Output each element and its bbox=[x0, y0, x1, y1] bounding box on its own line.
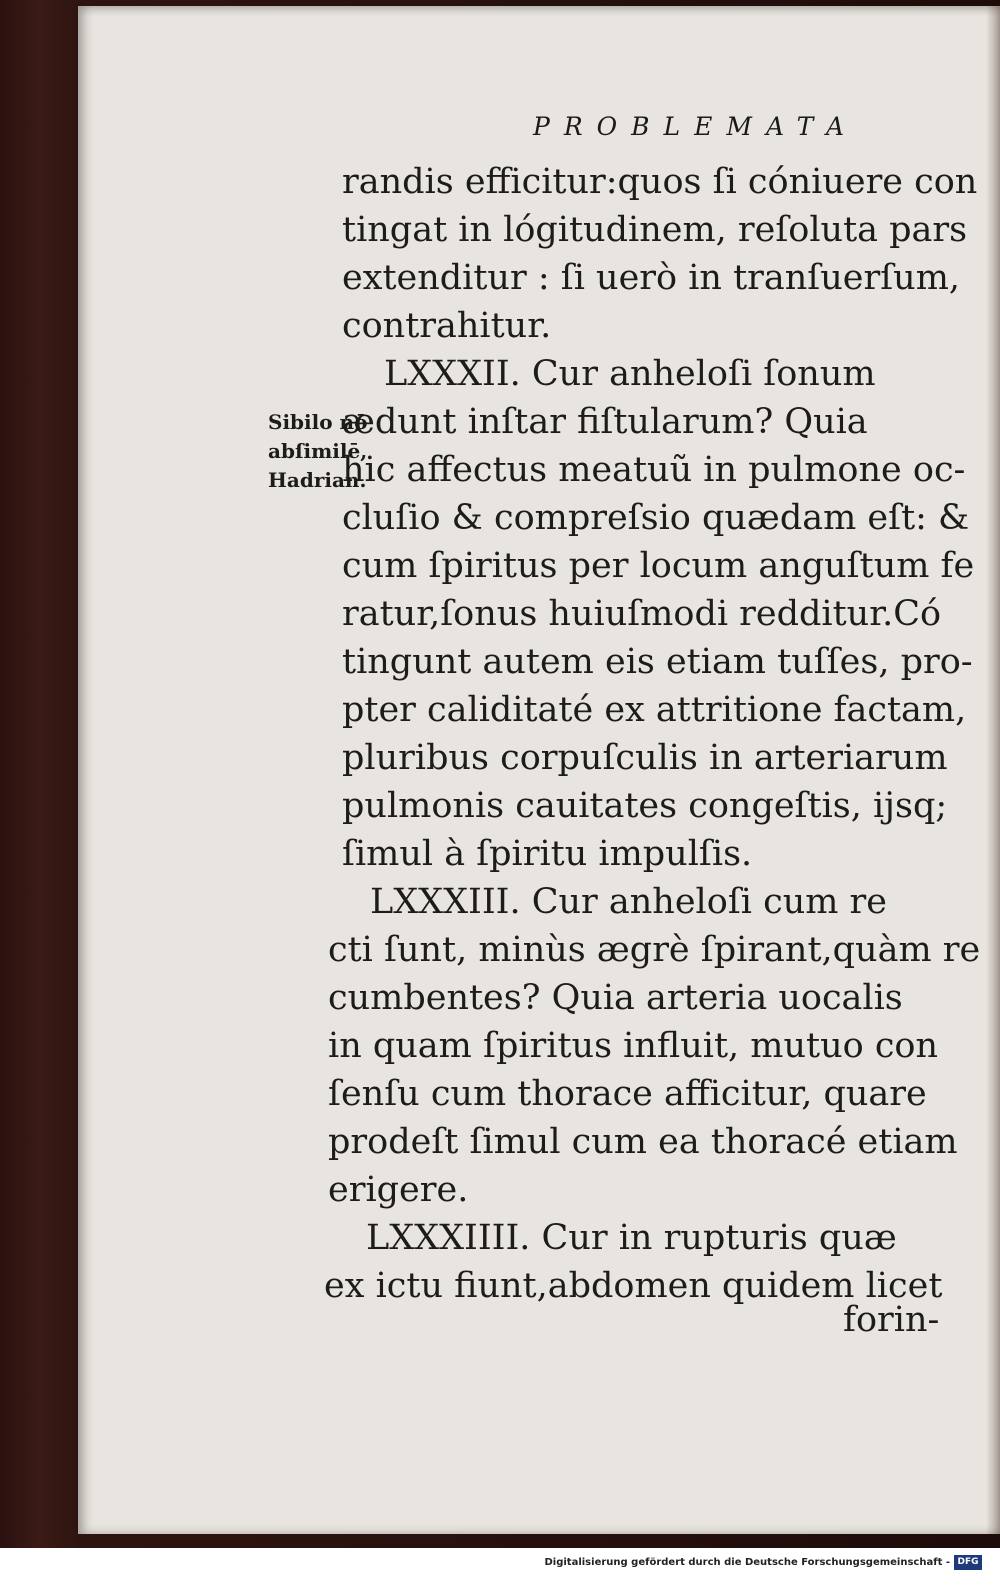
text-line: pluribus corpuſculis in arteriarum bbox=[342, 738, 948, 778]
marginal-note-line: Sibilo nō bbox=[268, 410, 368, 434]
text-line: tingunt autem eis etiam tuſſes, pro- bbox=[342, 642, 973, 682]
book-page bbox=[78, 6, 1000, 1534]
running-head: PROBLEMATA bbox=[533, 112, 859, 141]
text-line: pulmonis cauitates congeſtis, ijsq; bbox=[342, 786, 948, 826]
text-line: randis efficitur:quos ſi cóniuere con bbox=[342, 162, 978, 202]
text-line: cum ſpiritus per locum anguſtum fe bbox=[342, 546, 975, 586]
text-line: pter caliditaté ex attritione factam, bbox=[342, 690, 967, 730]
text-line: LXXXIII. Cur anheloſi cum re bbox=[370, 882, 888, 922]
text-line: ex ictu fiunt,abdomen quidem licet bbox=[324, 1266, 943, 1306]
text-line: ratur,ſonus huiuſmodi redditur.Có bbox=[342, 594, 942, 634]
text-line: extenditur : ſi uerò in tranſuerſum, bbox=[342, 258, 961, 298]
text-block-4 bbox=[324, 1214, 942, 1310]
footer-credit: Digitalisierung gefördert durch die Deutsche Forschungsgemeinschaft - bbox=[544, 1557, 950, 1568]
text-line: LXXXII. Cur anheloſi ſonum bbox=[384, 354, 876, 394]
text-line: hic affectus meatuũ in pulmone oc- bbox=[342, 450, 966, 490]
text-line: ſenſu cum thorace afficitur, quare bbox=[328, 1074, 927, 1114]
text-line: ſimul à ſpiritu impulſis. bbox=[342, 834, 753, 874]
text-line: cti ſunt, minùs ægrè ſpirant,quàm re bbox=[328, 930, 981, 970]
text-line: cluſio & compreſsio quædam eſt: & bbox=[342, 498, 970, 538]
marginal-note-line: Hadrian. bbox=[268, 468, 367, 492]
text-block-1 bbox=[342, 158, 977, 350]
text-line: contrahitur. bbox=[342, 306, 552, 346]
text-line: erigere. bbox=[328, 1170, 469, 1210]
text-line: tingat in lógitudinem, reſoluta pars bbox=[342, 210, 968, 250]
dfg-logo-icon: DFG bbox=[954, 1555, 982, 1570]
text-block-2 bbox=[342, 350, 974, 878]
text-line: prodeſt ſimul cum ea thoracé etiam bbox=[328, 1122, 958, 1162]
text-line: ædunt inſtar fiſtularum? Quia bbox=[342, 402, 868, 442]
text-line: in quam ſpiritus influit, mutuo con bbox=[328, 1026, 939, 1066]
marginal-note-line: abſimilē, bbox=[268, 439, 368, 463]
text-block-3 bbox=[328, 878, 980, 1214]
text-line: cumbentes? Quia arteria uocalis bbox=[328, 978, 903, 1018]
footer-bar bbox=[0, 1548, 1000, 1589]
text-line: LXXXIIII. Cur in rupturis quæ bbox=[366, 1218, 897, 1258]
catchword: forin- bbox=[843, 1300, 940, 1340]
